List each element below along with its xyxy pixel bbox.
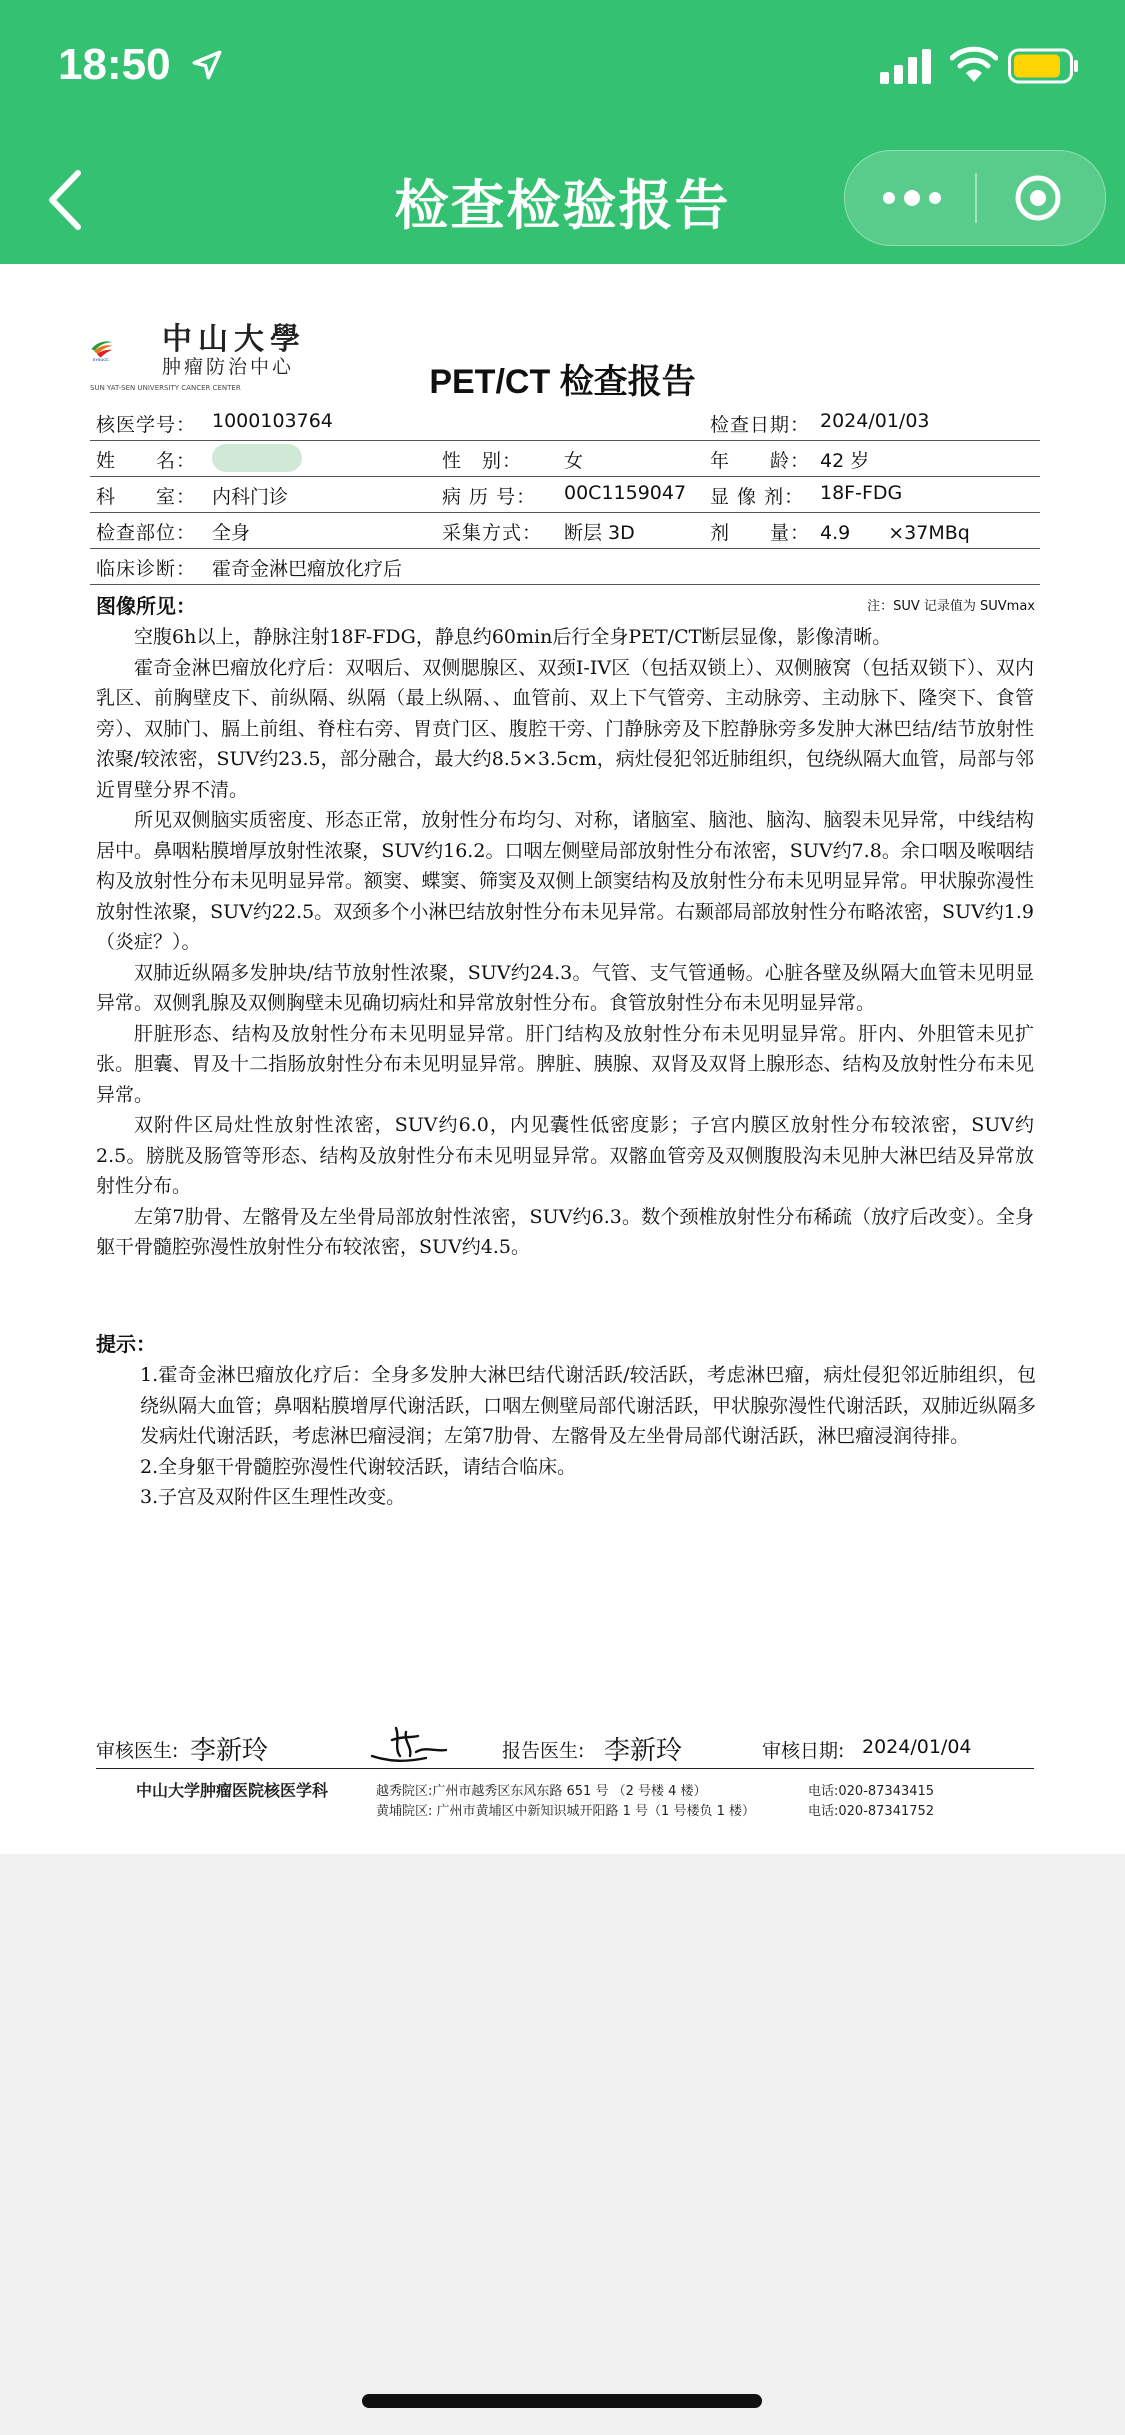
value-department: 内科门诊	[212, 486, 289, 508]
cellular-signal-icon	[880, 48, 934, 84]
review-date: 2024/01/04	[862, 1736, 972, 1758]
reporter-name: 李新玲	[604, 1736, 683, 1766]
value-sex: 女	[564, 450, 584, 472]
info-row	[90, 512, 1040, 549]
value-dose: 4.9 ×37MBq	[820, 522, 970, 544]
label-acquisition: 采集方式：	[442, 522, 543, 544]
value-nuclear-id: 1000103764	[212, 410, 333, 432]
logo-english: SUN YAT-SEN UNIVERSITY CANCER CENTER	[90, 384, 241, 392]
label-department: 科 室：	[96, 486, 197, 508]
footer-phone-2: 电话:020-87341752	[808, 1804, 935, 1819]
label-dose: 剂 量：	[710, 522, 811, 544]
info-row	[90, 404, 1040, 441]
reviewer-label: 审核医生:	[96, 1740, 179, 1762]
signature-row	[96, 1730, 1034, 1769]
value-exam-site: 全身	[212, 522, 251, 544]
impression-item: 1.霍奇金淋巴瘤放化疗后：全身多发肿大淋巴结代谢活跃/较活跃，考虑淋巴瘤，病灶侵犯邻近肺组织，包绕纵隔大血管；鼻咽粘膜增厚代谢活跃，口咽左侧壁局部代谢活跃，甲状腺弥漫性代谢活跃，双肺近纵隔多发病灶代谢活跃，考虑淋巴瘤浸润；左第7肋骨、左髂骨及左坐骨局部代谢活跃，淋巴瘤浸润待排。	[140, 1364, 1036, 1447]
nav-title: 检查检验报告	[394, 174, 731, 237]
logo-subtitle: 肿瘤防治中心	[162, 356, 295, 378]
impressions-label: 提示：	[96, 1332, 156, 1356]
top-bar	[0, 0, 1125, 264]
findings-paragraph: 霍奇金淋巴瘤放化疗后：双咽后、双侧腮腺区、双颈I-IV区（包括双锁上）、双侧腋窝（包括双锁下）、双内乳区、前胸壁皮下、前纵隔、纵隔（最上纵隔、、血管前、双上下气管旁、主动脉旁、主动脉下、隆突下、食管旁）、双肺门、膈上前组、脊柱右旁、胃贲门区、腹腔干旁、门静脉旁及下腔静脉旁多发肿大淋巴结/结节放射性浓聚/较浓密，SUV约23.5，部分融合，最大约8.5×3.5cm，病灶侵犯邻近肺组织，包绕纵隔大血管，局部与邻近胃壁分界不清。	[96, 656, 1034, 801]
name-redaction	[212, 444, 302, 472]
battery-icon	[1008, 48, 1080, 84]
label-nuclear-id: 核医学号：	[96, 414, 197, 436]
reviewer-name: 李新玲	[190, 1736, 269, 1766]
findings-paragraph: 左第7肋骨、左髂骨及左坐骨局部放射性浓密，SUV约6.3。数个颈椎放射性分布稀疏（放疗后改变）。全身躯干骨髓腔弥漫性放射性分布较浓密，SUV约4.5。	[96, 1205, 1034, 1258]
report-sheet	[0, 264, 1125, 1854]
value-tracer: 18F-FDG	[820, 482, 903, 504]
impression-item: 3.子宫及双附件区生理性改变。	[140, 1486, 406, 1508]
impression-item: 2.全身躯干骨髓腔弥漫性代谢较活跃，请结合临床。	[140, 1455, 577, 1478]
footer-department: 中山大学肿瘤医院核医学科	[136, 1781, 329, 1800]
impressions-text	[140, 1360, 1036, 1513]
report-title: PET/CT 检查报告	[429, 363, 696, 401]
findings-paragraph: 所见双侧脑实质密度、形态正常，放射性分布均匀、对称，诸脑室、脑池、脑沟、脑裂未见异常，中线结构居中。鼻咽粘膜增厚放射性浓聚，SUV约16.2。口咽左侧壁局部放射性分布浓密，SUV约7.8。余口咽及喉咽结构及放射性分布未见明显异常。额窦、蝶窦、筛窦及双侧上颌窦结构及放射性分布未见明显异常。甲状腺弥漫性放射性浓聚，SUV约22.5。双颈多个小淋巴结放射性分布未见异常。右颞部局部放射性分布略浓密，SUV约1.9（炎症？）。	[96, 809, 1034, 953]
value-exam-date: 2024/01/03	[820, 410, 930, 432]
review-date-label: 审核日期:	[762, 1740, 845, 1762]
label-exam-date: 检查日期：	[710, 414, 811, 436]
info-row	[90, 440, 1040, 477]
findings-paragraph: 空腹6h以上，静脉注射18F-FDG，静息约60min后行全身PET/CT断层显像，影像清晰。	[134, 626, 892, 648]
value-age: 42 岁	[820, 450, 870, 472]
label-exam-site: 检查部位：	[96, 522, 197, 544]
logo-title: 中山大學	[162, 322, 306, 357]
findings-paragraph: 双附件区局灶性放射性浓密，SUV约6.0，内见囊性低密度影；子宫内膜区放射性分布较浓密，SUV约2.5。膀胱及肠管等形态、结构及放射性分布未见明显异常。双髂血管旁及双侧腹股沟未见肿大淋巴结及异常放射性分布。	[96, 1114, 1034, 1197]
label-sex: 性 别：	[442, 450, 523, 472]
reporter-label: 报告医生:	[502, 1740, 585, 1762]
value-record-no: 00C1159047	[564, 482, 687, 504]
mini-program-capsule	[844, 150, 1106, 246]
label-tracer: 显 像 剂：	[710, 486, 805, 508]
findings-paragraph: 肝脏形态、结构及放射性分布未见明显异常。肝门结构及放射性分布未见明显异常。肝内、外胆管未见扩张。胆囊、胃及十二指肠放射性分布未见明显异常。脾脏、胰腺、双肾及双肾上腺形态、结构及放射性分布未见异常。	[96, 1022, 1034, 1106]
value-diagnosis: 霍奇金淋巴瘤放化疗后	[212, 558, 403, 580]
svg-text:SYSUCC: SYSUCC	[92, 358, 109, 363]
label-age: 年 龄：	[710, 450, 811, 472]
wifi-icon	[950, 44, 998, 84]
label-diagnosis: 临床诊断：	[96, 558, 197, 580]
footer-phone-1: 电话:020-87343415	[808, 1784, 935, 1799]
capsule-divider	[975, 173, 977, 223]
findings-text	[96, 622, 1034, 1263]
more-dots-icon[interactable]	[881, 181, 943, 215]
info-row	[90, 476, 1040, 513]
findings-paragraph: 双肺近纵隔多发肿块/结节放射性浓聚，SUV约24.3。气管、支气管通畅。心脏各壁及纵隔大血管未见明显异常。双侧乳腺及双侧胸壁未见确切病灶和异常放射性分布。食管放射性分布未见明显异常。	[96, 961, 1034, 1014]
close-target-icon[interactable]	[1013, 173, 1063, 223]
location-arrow-icon	[190, 48, 224, 82]
info-row	[90, 548, 1040, 585]
handwritten-signature-icon	[366, 1722, 456, 1770]
label-name: 姓 名：	[96, 450, 197, 472]
home-indicator[interactable]	[362, 2394, 762, 2408]
footer-address-2: 黄埔院区: 广州市黄埔区中新知识城开阳路 1 号（1 号楼负 1 楼）	[376, 1804, 755, 1819]
value-acquisition: 断层 3D	[564, 522, 635, 544]
findings-label: 图像所见：	[96, 594, 196, 618]
suv-note: 注：SUV 记录值为 SUVmax	[867, 599, 1035, 614]
footer-address-1: 越秀院区:广州市越秀区东风东路 651 号 （2 号楼 4 楼）	[376, 1784, 707, 1799]
status-time: 18:50	[58, 40, 171, 89]
label-record-no: 病 历 号：	[442, 486, 537, 508]
